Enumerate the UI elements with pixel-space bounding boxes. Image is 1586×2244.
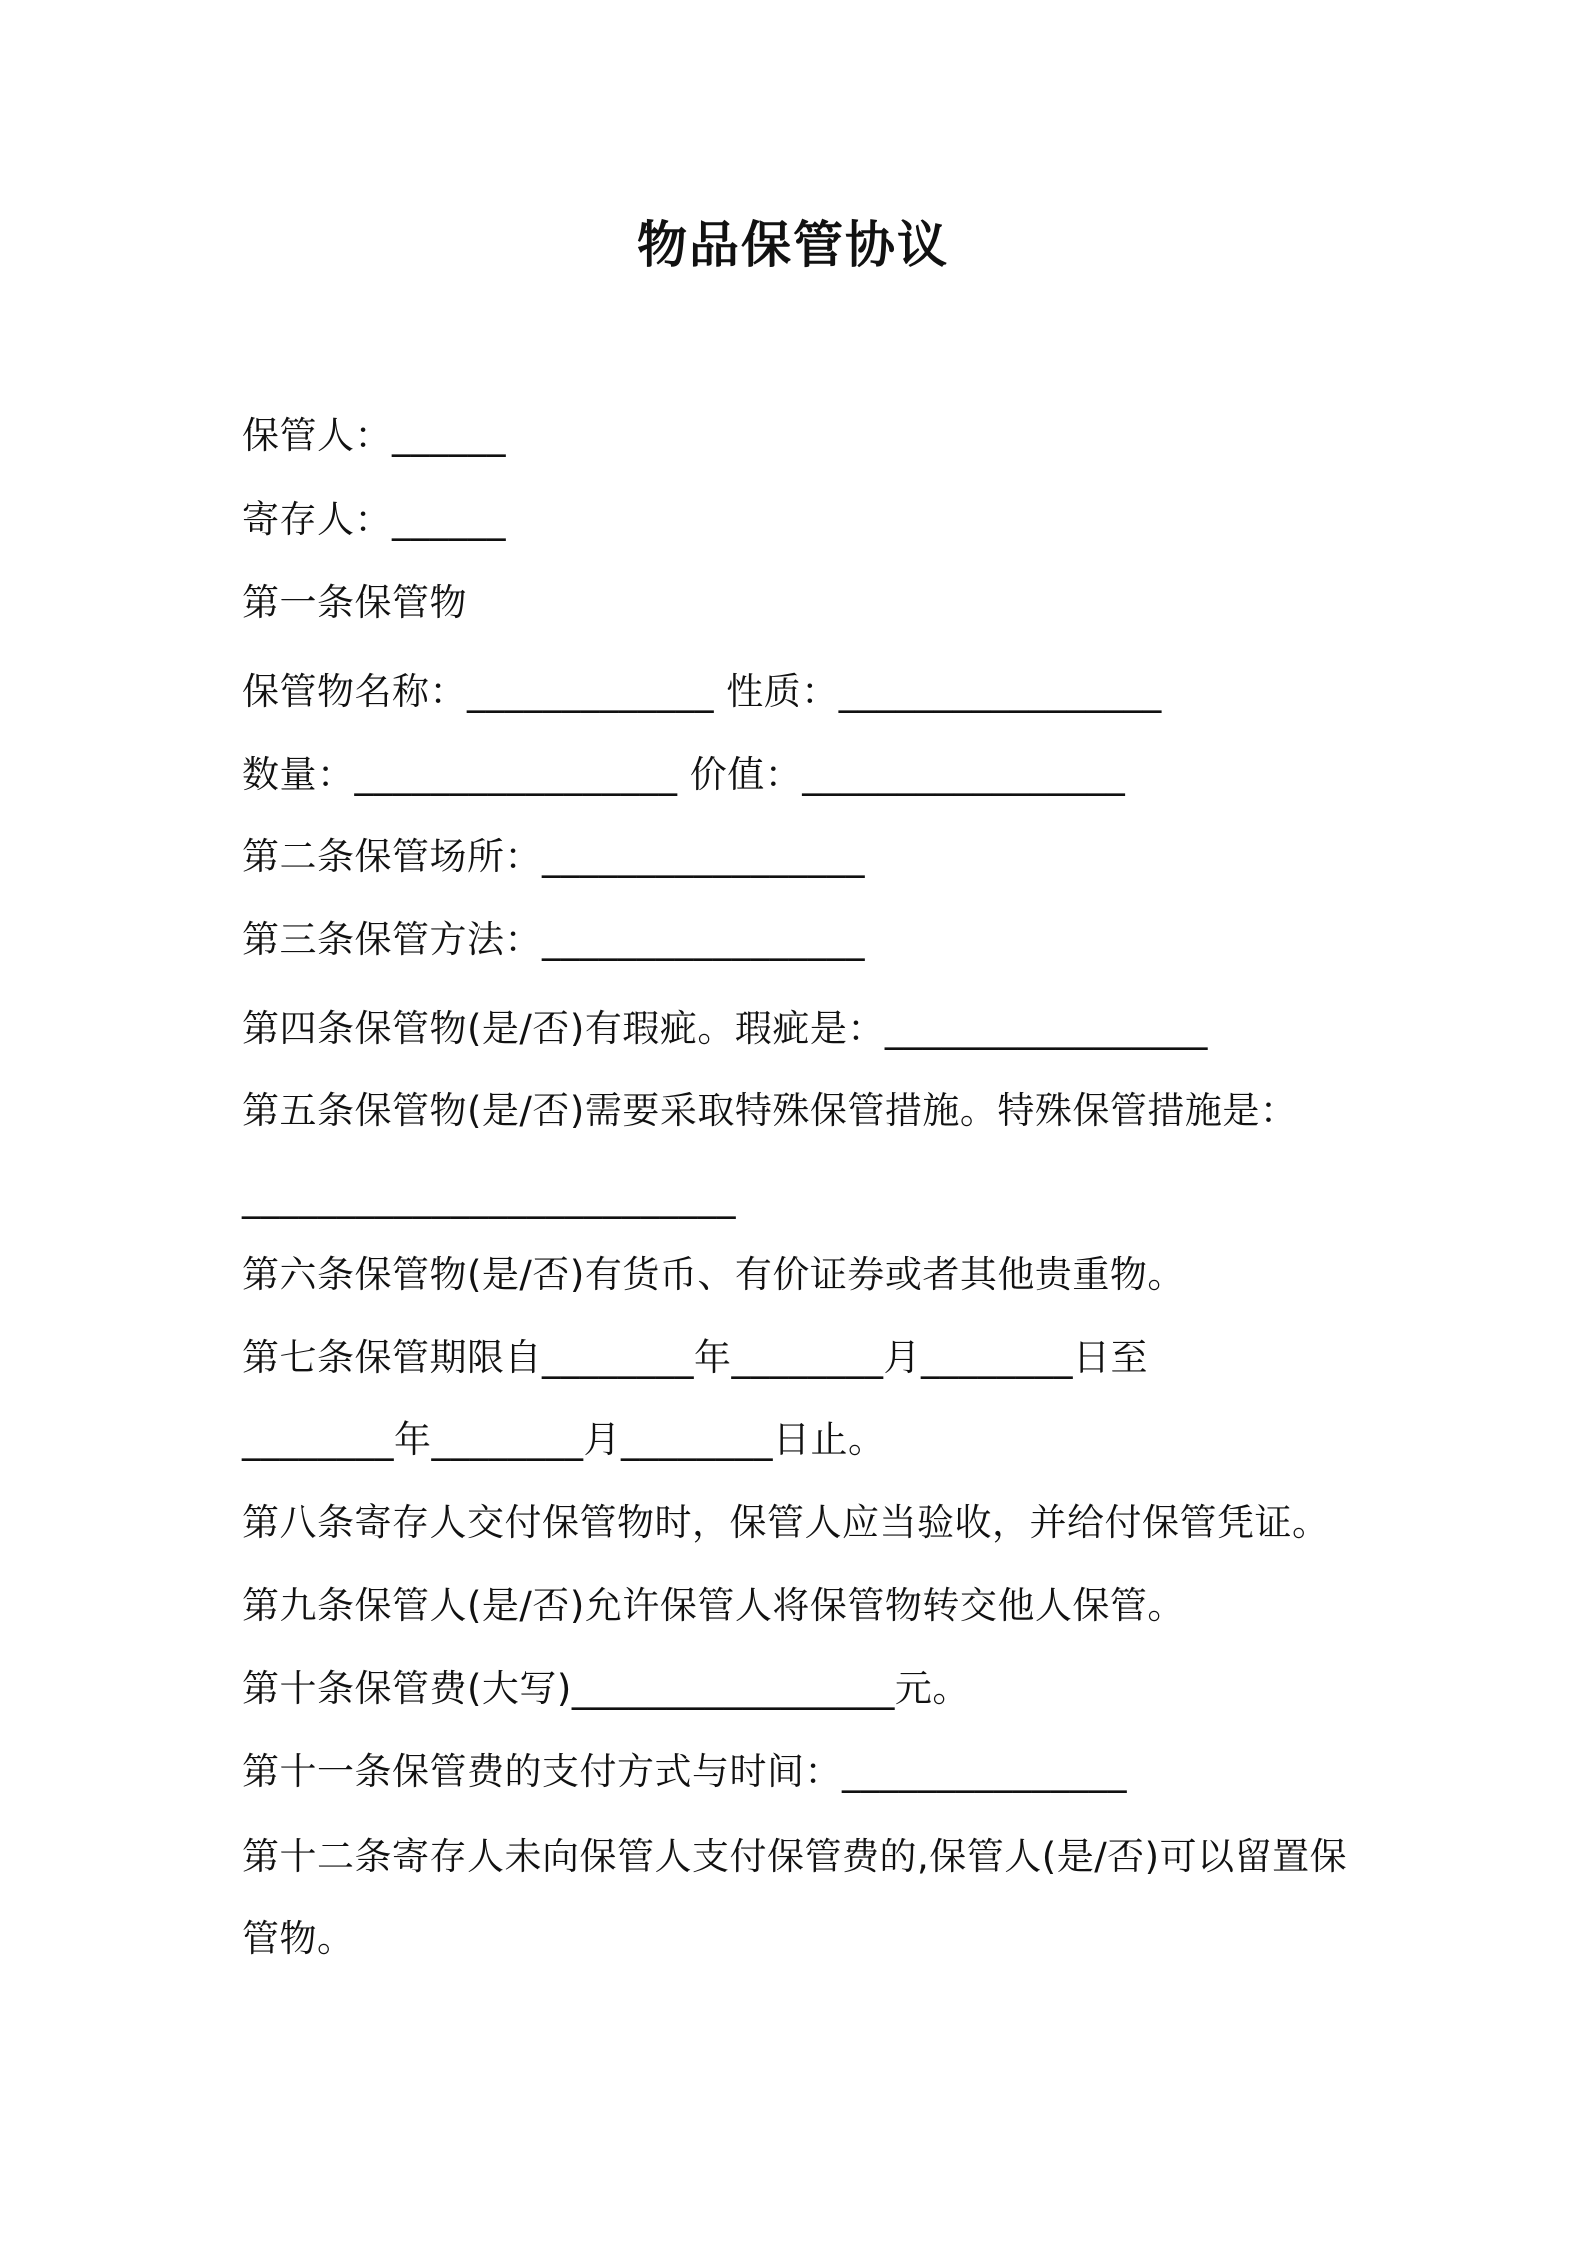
article-9-line: 第九条保管人(是/否)允许保管人将保管物转交他人保管。 xyxy=(242,1584,1185,1627)
article-8-line: 第八条寄存人交付保管物时，保管人应当验收，并给付保管凭证。 xyxy=(242,1501,1330,1544)
article-5-blank-line: __________________________ xyxy=(242,1176,736,1219)
article-11-line: 第十一条保管费的支付方式与时间：_______________ xyxy=(242,1750,1127,1793)
article-6-line: 第六条保管物(是/否)有货币、有价证券或者其他贵重物。 xyxy=(242,1253,1185,1296)
article-12-line-1: 第十二条寄存人未向保管人支付保管费的,保管人(是/否)可以留置保 xyxy=(242,1835,1348,1878)
article-3-line: 第三条保管方法：_________________ xyxy=(242,918,865,961)
article-4-line: 第四条保管物(是/否)有瑕疵。瑕疵是：_________________ xyxy=(242,1007,1208,1050)
article-10-line: 第十条保管费(大写)_________________元。 xyxy=(242,1667,970,1710)
article-12-line-2: 管物。 xyxy=(242,1917,355,1960)
article-5-line: 第五条保管物(是/否)需要采取特殊保管措施。特殊保管措施是： xyxy=(242,1089,1298,1132)
document-title: 物品保管协议 xyxy=(637,216,949,274)
depositor-line: 寄存人：______ xyxy=(242,498,506,541)
custodian-line: 保管人：______ xyxy=(242,414,506,457)
article-7-line-1: 第七条保管期限自________年________月________日至 xyxy=(242,1336,1148,1379)
article-1-heading: 第一条保管物 xyxy=(242,581,467,624)
article-7-line-2: ________年________月________日止。 xyxy=(242,1418,886,1461)
article-2-line: 第二条保管场所：_________________ xyxy=(242,835,865,878)
quantity-value-line: 数量：_________________ 价值：_________________ xyxy=(242,753,1126,796)
item-name-nature-line: 保管物名称：_____________ 性质：_________________ xyxy=(242,670,1162,713)
